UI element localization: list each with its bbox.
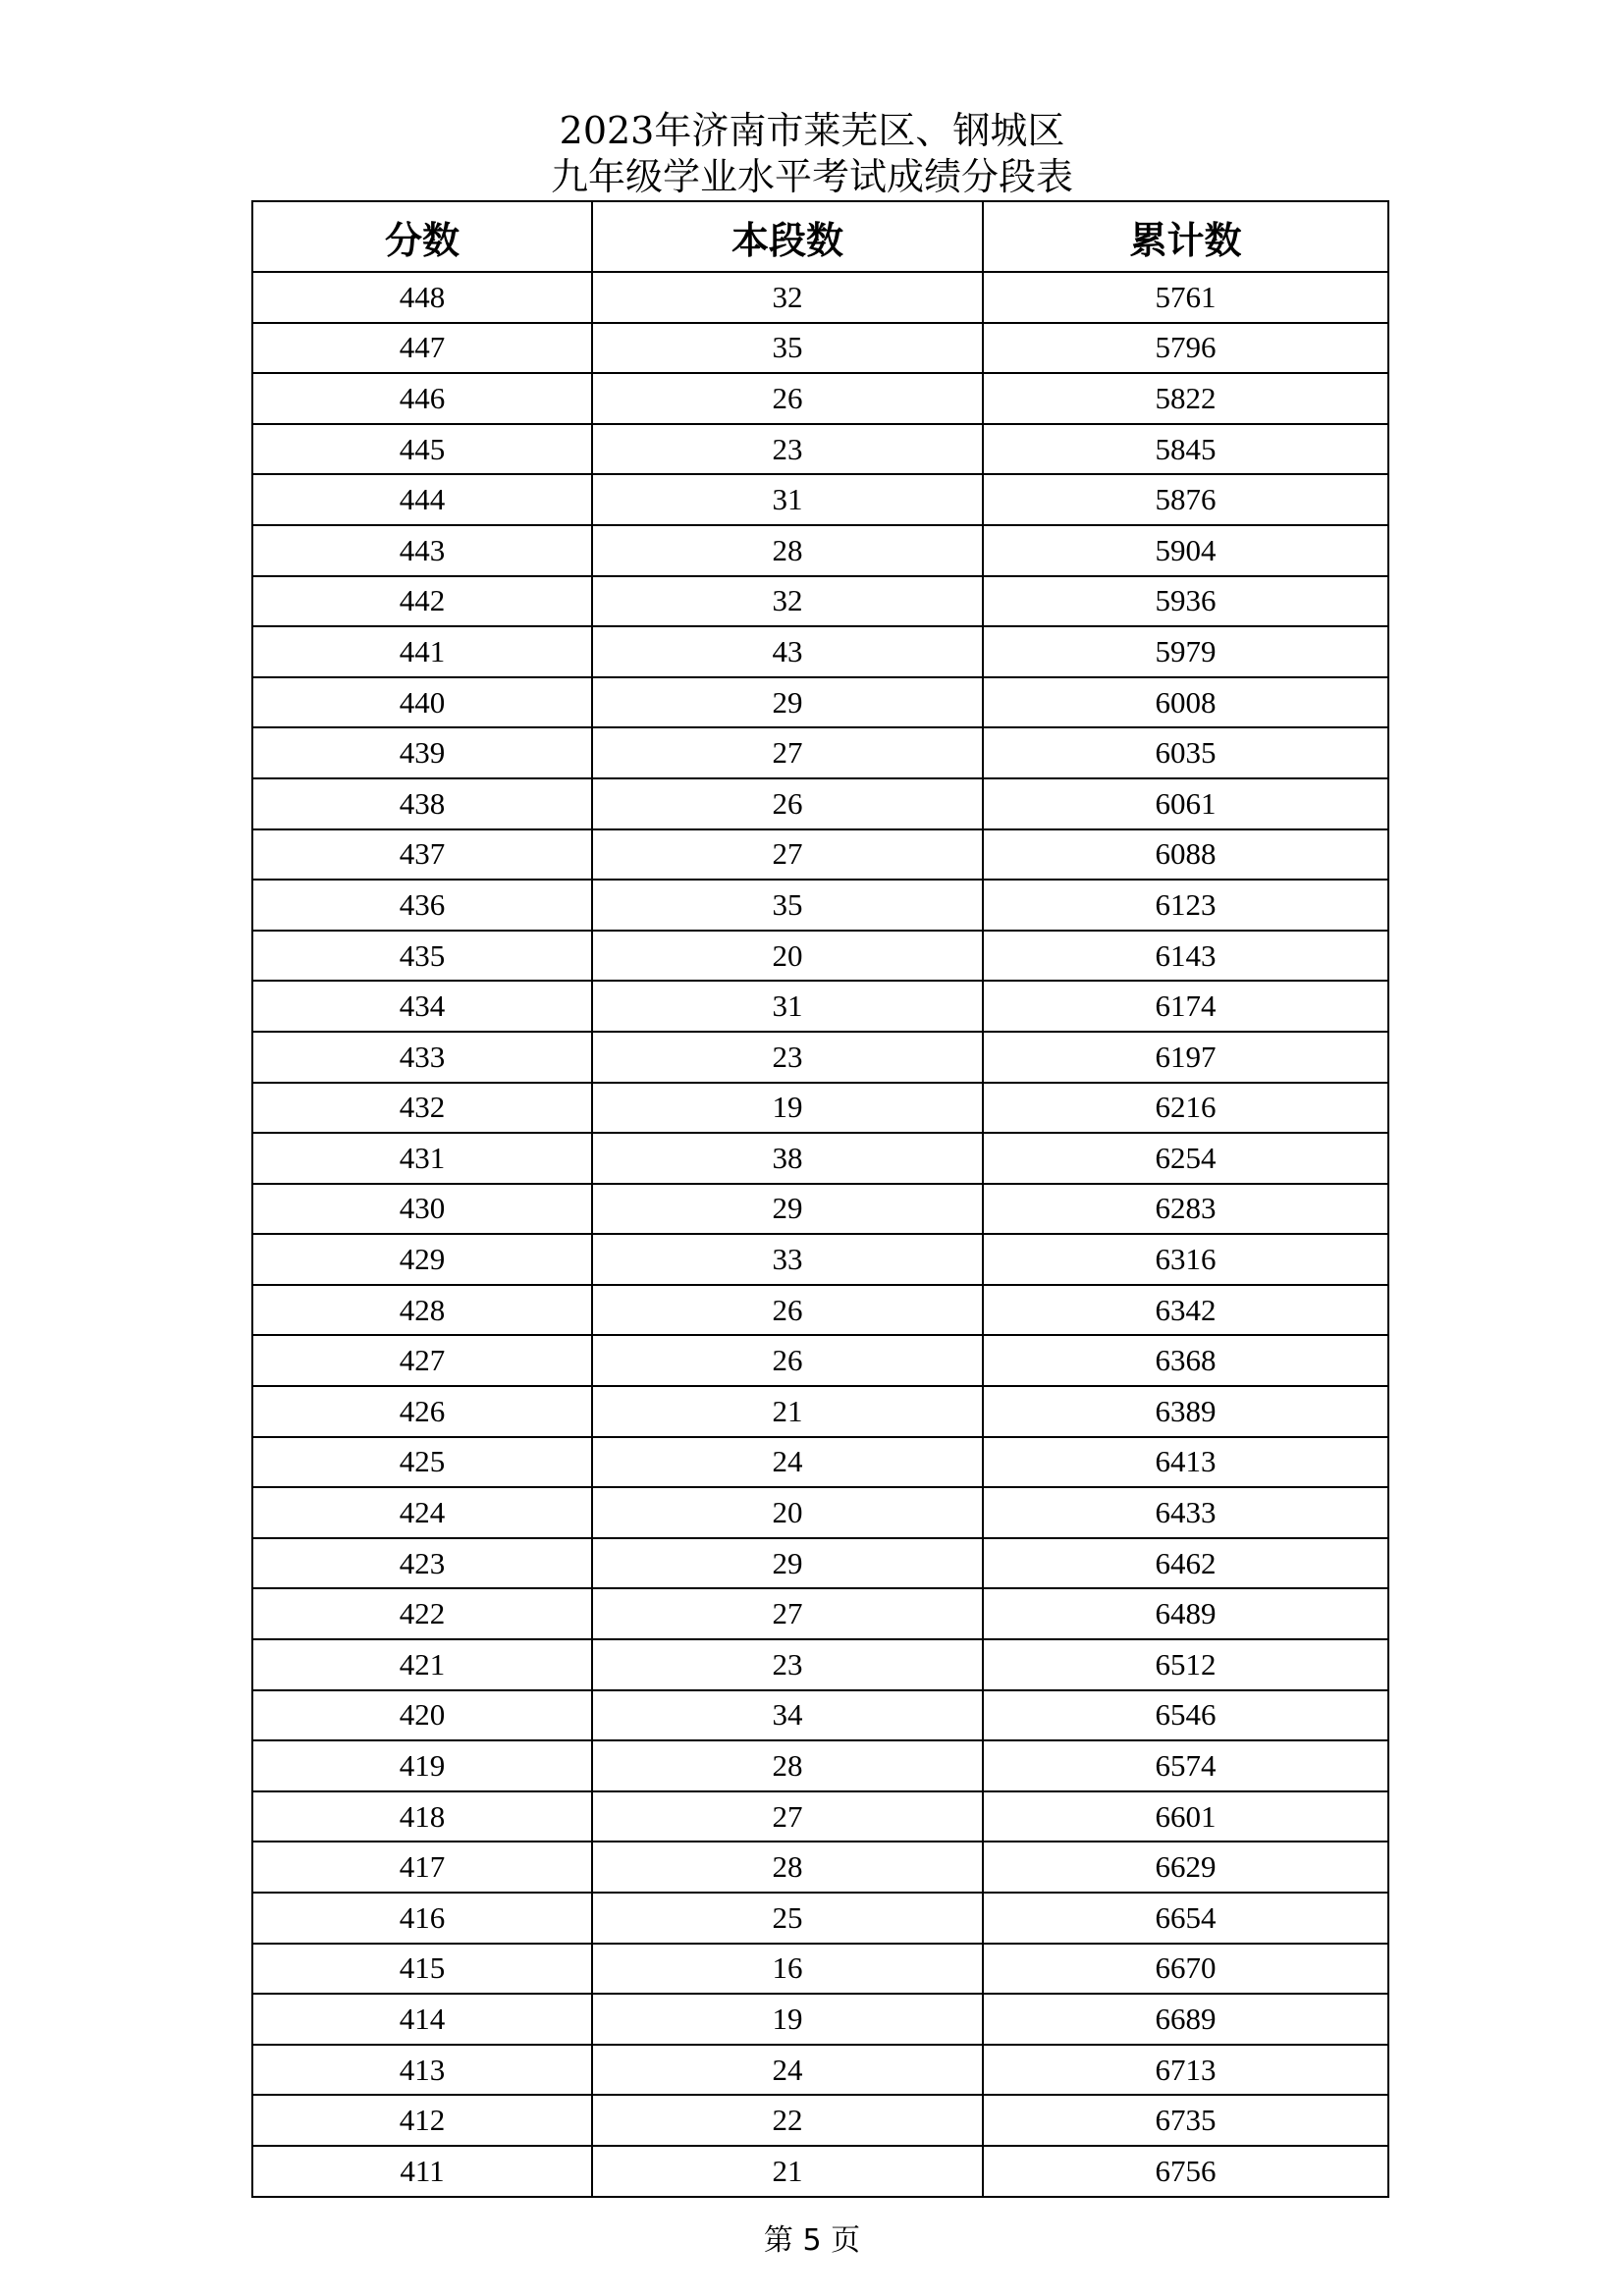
cell-segment-count: 26	[592, 1285, 983, 1336]
table-row	[252, 1437, 1388, 1488]
table-row	[252, 2045, 1388, 2096]
cell-segment-count: 27	[592, 727, 983, 778]
table-row	[252, 1487, 1388, 1538]
table-row	[252, 2095, 1388, 2146]
cell-cumulative-count: 6088	[983, 829, 1388, 881]
cell-score: 442	[252, 576, 592, 627]
cell-cumulative-count: 6546	[983, 1690, 1388, 1741]
cell-score: 413	[252, 2045, 592, 2096]
cell-segment-count: 26	[592, 373, 983, 424]
cell-cumulative-count: 6061	[983, 778, 1388, 829]
table-header-row	[252, 201, 1388, 272]
cell-cumulative-count: 6413	[983, 1437, 1388, 1488]
cell-segment-count: 26	[592, 1335, 983, 1386]
score-distribution-table	[251, 200, 1389, 2198]
cell-segment-count: 28	[592, 525, 983, 576]
cell-segment-count: 25	[592, 1893, 983, 1944]
table-row	[252, 2146, 1388, 2197]
cell-segment-count: 22	[592, 2095, 983, 2146]
cell-segment-count: 21	[592, 2146, 983, 2197]
cell-score: 417	[252, 1842, 592, 1893]
table-row	[252, 1740, 1388, 1791]
cell-segment-count: 26	[592, 778, 983, 829]
cell-score: 428	[252, 1285, 592, 1336]
cell-cumulative-count: 5796	[983, 323, 1388, 374]
cell-segment-count: 31	[592, 474, 983, 525]
cell-cumulative-count: 5936	[983, 576, 1388, 627]
table-row	[252, 677, 1388, 728]
cell-cumulative-count: 6629	[983, 1842, 1388, 1893]
table-row	[252, 626, 1388, 677]
cell-segment-count: 27	[592, 1791, 983, 1842]
cell-score: 414	[252, 1994, 592, 2045]
cell-score: 425	[252, 1437, 592, 1488]
table-row	[252, 323, 1388, 374]
cell-cumulative-count: 5761	[983, 272, 1388, 323]
cell-cumulative-count: 6008	[983, 677, 1388, 728]
cell-score: 422	[252, 1588, 592, 1639]
cell-segment-count: 31	[592, 981, 983, 1032]
cell-cumulative-count: 5822	[983, 373, 1388, 424]
table-row	[252, 1083, 1388, 1134]
cell-segment-count: 23	[592, 1639, 983, 1690]
cell-score: 421	[252, 1639, 592, 1690]
cell-segment-count: 43	[592, 626, 983, 677]
cell-score: 439	[252, 727, 592, 778]
table-row	[252, 1588, 1388, 1639]
cell-score: 436	[252, 880, 592, 931]
cell-score: 419	[252, 1740, 592, 1791]
column-header-cumulative-count: 累计数	[983, 201, 1388, 272]
cell-score: 430	[252, 1184, 592, 1235]
cell-score: 411	[252, 2146, 592, 2197]
table-body	[252, 272, 1388, 2197]
table-row	[252, 272, 1388, 323]
table-row	[252, 1944, 1388, 1995]
table-row	[252, 525, 1388, 576]
cell-segment-count: 23	[592, 424, 983, 475]
cell-cumulative-count: 6389	[983, 1386, 1388, 1437]
cell-cumulative-count: 5979	[983, 626, 1388, 677]
cell-cumulative-count: 6670	[983, 1944, 1388, 1995]
cell-cumulative-count: 6489	[983, 1588, 1388, 1639]
cell-score: 434	[252, 981, 592, 1032]
cell-segment-count: 35	[592, 880, 983, 931]
column-header-segment-count: 本段数	[592, 201, 983, 272]
cell-score: 412	[252, 2095, 592, 2146]
table-row	[252, 931, 1388, 982]
cell-cumulative-count: 6143	[983, 931, 1388, 982]
page-title: 2023年济南市莱芜区、钢城区	[559, 109, 1065, 152]
table-row	[252, 778, 1388, 829]
cell-cumulative-count: 6574	[983, 1740, 1388, 1791]
table-row	[252, 1538, 1388, 1589]
cell-segment-count: 20	[592, 931, 983, 982]
cell-score: 426	[252, 1386, 592, 1437]
cell-cumulative-count: 6254	[983, 1133, 1388, 1184]
cell-cumulative-count: 6035	[983, 727, 1388, 778]
cell-cumulative-count: 6654	[983, 1893, 1388, 1944]
cell-score: 440	[252, 677, 592, 728]
cell-score: 416	[252, 1893, 592, 1944]
table-row	[252, 727, 1388, 778]
cell-score: 418	[252, 1791, 592, 1842]
table-row	[252, 1639, 1388, 1690]
cell-segment-count: 29	[592, 677, 983, 728]
table-row	[252, 1893, 1388, 1944]
table-row	[252, 1994, 1388, 2045]
cell-score: 431	[252, 1133, 592, 1184]
cell-cumulative-count: 6735	[983, 2095, 1388, 2146]
cell-cumulative-count: 6174	[983, 981, 1388, 1032]
cell-score: 435	[252, 931, 592, 982]
table-row	[252, 576, 1388, 627]
cell-cumulative-count: 6216	[983, 1083, 1388, 1134]
cell-score: 424	[252, 1487, 592, 1538]
cell-score: 427	[252, 1335, 592, 1386]
cell-score: 438	[252, 778, 592, 829]
table-row	[252, 1234, 1388, 1285]
cell-score: 415	[252, 1944, 592, 1995]
cell-segment-count: 28	[592, 1842, 983, 1893]
table-row	[252, 1133, 1388, 1184]
cell-segment-count: 28	[592, 1740, 983, 1791]
cell-cumulative-count: 5904	[983, 525, 1388, 576]
cell-segment-count: 24	[592, 2045, 983, 2096]
cell-segment-count: 19	[592, 1083, 983, 1134]
table-row	[252, 829, 1388, 881]
cell-cumulative-count: 6368	[983, 1335, 1388, 1386]
cell-segment-count: 33	[592, 1234, 983, 1285]
cell-segment-count: 32	[592, 272, 983, 323]
cell-segment-count: 21	[592, 1386, 983, 1437]
cell-cumulative-count: 6342	[983, 1285, 1388, 1336]
table-row	[252, 981, 1388, 1032]
cell-cumulative-count: 6433	[983, 1487, 1388, 1538]
cell-segment-count: 29	[592, 1538, 983, 1589]
table-row	[252, 1335, 1388, 1386]
table-row	[252, 1386, 1388, 1437]
cell-cumulative-count: 6197	[983, 1032, 1388, 1083]
table-row	[252, 424, 1388, 475]
cell-cumulative-count: 5845	[983, 424, 1388, 475]
table-row	[252, 1184, 1388, 1235]
column-header-score: 分数	[252, 201, 592, 272]
table-row	[252, 373, 1388, 424]
cell-segment-count: 16	[592, 1944, 983, 1995]
cell-segment-count: 35	[592, 323, 983, 374]
table-row	[252, 1791, 1388, 1842]
cell-cumulative-count: 6462	[983, 1538, 1388, 1589]
cell-score: 441	[252, 626, 592, 677]
cell-cumulative-count: 5876	[983, 474, 1388, 525]
cell-score: 437	[252, 829, 592, 881]
cell-score: 423	[252, 1538, 592, 1589]
cell-score: 448	[252, 272, 592, 323]
cell-score: 443	[252, 525, 592, 576]
cell-score: 446	[252, 373, 592, 424]
cell-score: 444	[252, 474, 592, 525]
table-row	[252, 880, 1388, 931]
table-row	[252, 1032, 1388, 1083]
cell-score: 420	[252, 1690, 592, 1741]
cell-score: 429	[252, 1234, 592, 1285]
cell-segment-count: 29	[592, 1184, 983, 1235]
cell-cumulative-count: 6713	[983, 2045, 1388, 2096]
cell-segment-count: 38	[592, 1133, 983, 1184]
cell-cumulative-count: 6316	[983, 1234, 1388, 1285]
cell-cumulative-count: 6512	[983, 1639, 1388, 1690]
cell-score: 445	[252, 424, 592, 475]
cell-segment-count: 32	[592, 576, 983, 627]
cell-score: 433	[252, 1032, 592, 1083]
cell-cumulative-count: 6756	[983, 2146, 1388, 2197]
cell-cumulative-count: 6123	[983, 880, 1388, 931]
cell-score: 447	[252, 323, 592, 374]
cell-segment-count: 27	[592, 1588, 983, 1639]
table-row	[252, 474, 1388, 525]
cell-segment-count: 23	[592, 1032, 983, 1083]
table-row	[252, 1285, 1388, 1336]
cell-segment-count: 19	[592, 1994, 983, 2045]
cell-segment-count: 24	[592, 1437, 983, 1488]
page-subtitle: 九年级学业水平考试成绩分段表	[550, 155, 1073, 198]
cell-segment-count: 20	[592, 1487, 983, 1538]
table-row	[252, 1842, 1388, 1893]
cell-cumulative-count: 6601	[983, 1791, 1388, 1842]
cell-segment-count: 34	[592, 1690, 983, 1741]
table-row	[252, 1690, 1388, 1741]
cell-score: 432	[252, 1083, 592, 1134]
page-number: 第 5 页	[763, 2223, 861, 2258]
cell-segment-count: 27	[592, 829, 983, 881]
cell-cumulative-count: 6283	[983, 1184, 1388, 1235]
cell-cumulative-count: 6689	[983, 1994, 1388, 2045]
